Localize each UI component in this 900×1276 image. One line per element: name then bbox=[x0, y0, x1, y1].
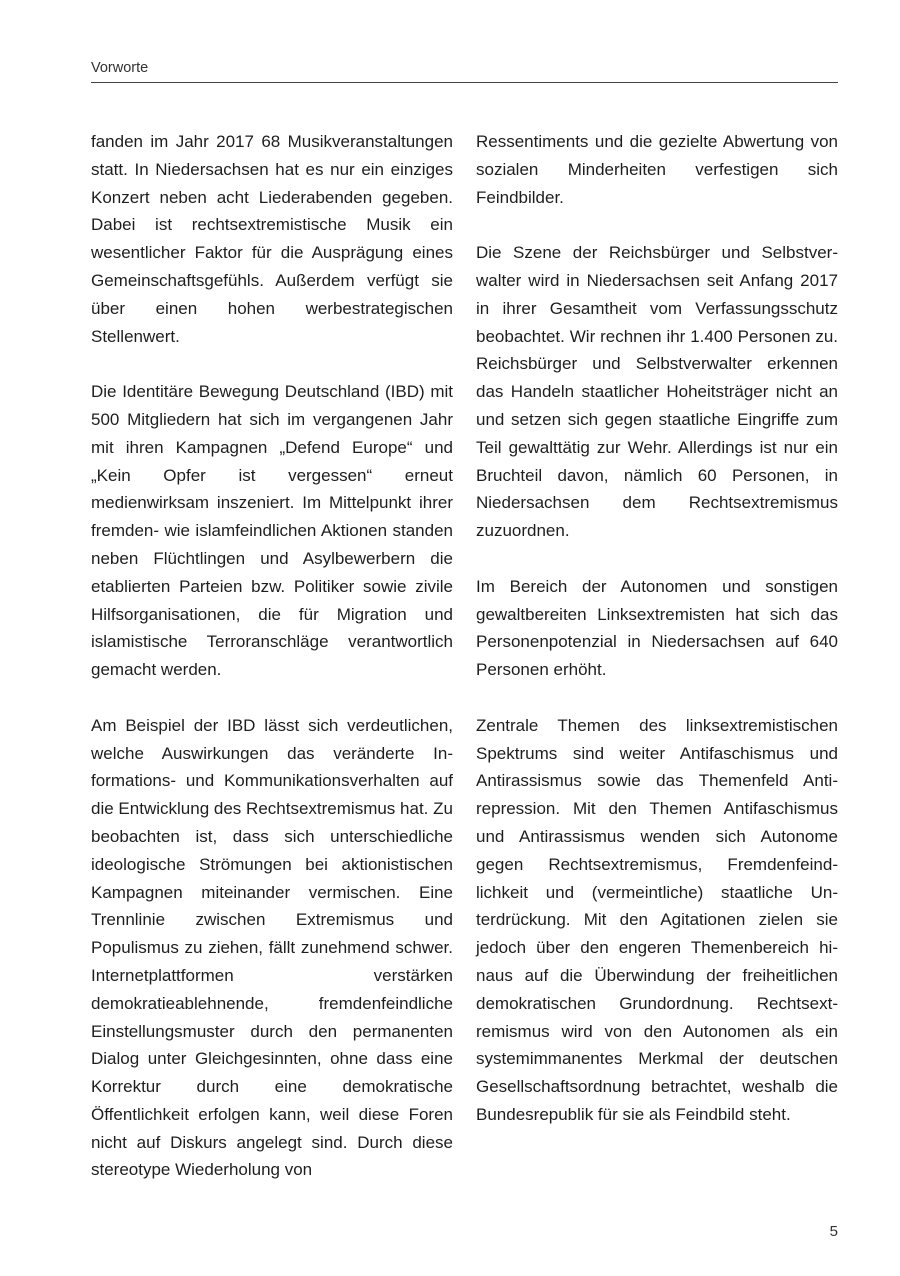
paragraph: fanden im Jahr 2017 68 Musikveranstaltungen statt. In Niedersachsen hat es nur ein einziges Konzert neben acht Liederabenden gegeben. Dabei ist rechtsextremistische Musik ein wesentlicher Faktor für die Ausprägung eines Gemeinschaftsgefühls. Außerdem verfügt sie über einen hohen werbestrategischen Stellenwert. bbox=[91, 132, 453, 346]
left-text-column bbox=[91, 128, 453, 1184]
paragraph: Die Szene der Reichsbürger und Selbstverwalter wird in Niedersachsen seit Anfang 2017 in ihrer Gesamtheit vom Verfassungsschutz beobachtet. Wir rechnen ihr 1.400 Personen zu. Reichsbürger und Selbstverwalter erkennen das Handeln staatlicher Hoheitsträger nicht an und setzen sich gegen staatliche Eingriffe zum Teil gewalttätig zur Wehr. Allerdings ist nur ein Bruchteil davon, nämlich 60 Personen, in Niedersachsen dem Rechtsextremismus zuzuordnen. bbox=[476, 243, 838, 541]
paragraph: Ressentiments und die gezielte Abwertung von sozialen Minderheiten verfestigen sich Feindbilder. bbox=[476, 132, 838, 207]
section-title: Vorworte bbox=[91, 60, 149, 76]
right-text-column bbox=[476, 128, 838, 1129]
paragraph: Im Bereich der Autonomen und sonstigen gewaltbereiten Linksextremisten hat sich das Personenpotenzial in Niedersachsen auf 640 Personen erhöht. bbox=[476, 576, 838, 680]
paragraph: Die Identitäre Bewegung Deutschland (IBD) mit 500 Mitgliedern hat sich im vergangenen Jahr mit ihren Kampagnen „Defend Europe“ und „Kein Opfer ist vergessen“ erneut medienwirksam inszeniert. Im Mittelpunkt ihrer fremden- wie islamfeindlichen Aktionen standen neben Flüchtlingen und Asylbewerbern die etablierten Parteien bzw. Politiker sowie zivile Hilfsorganisationen, die für Migration und islamistische Terroranschläge verantwortlich gemacht werden. bbox=[91, 382, 453, 680]
page-number: 5 bbox=[829, 1223, 838, 1240]
paragraph: Am Beispiel der IBD lässt sich verdeutlichen, welche Auswirkungen das veränderte Informations- und Kommunikationsverhalten auf die Entwicklung des Rechtsextremismus hat. Zu beobachten ist, dass sich unterschiedliche ideologische Strömungen bei aktionistischen Kampagnen miteinander vermischen. Eine Trennlinie zwischen Extremismus und Populismus zu ziehen, fällt zunehmend schwer. Internetplattformen verstärken demokratieablehnende, fremdenfeindliche Einstellungsmuster durch den permanenten Dialog unter Gleichgesinnten, ohne dass eine Korrektur durch eine demokratische Öffentlichkeit erfolgen kann, weil diese Foren nicht auf Diskurs angelegt sind. Durch diese stereotype Wiederholung von bbox=[91, 715, 453, 1180]
paragraph: Zentrale Themen des linksextremistischen Spektrums sind weiter Antifaschismus und Antirassismus sowie das Themenfeld Antirepression. Mit den Themen Antifaschismus und Antirassismus wenden sich Autonome gegen Rechtsextremismus, Fremdenfeindlichkeit und (vermeintliche) staatliche Unterdrückung. Mit den Agitationen zielen sie jedoch über den engeren Themenbereich hinaus auf die Überwindung der freiheitlichen demokratischen Grundordnung. Rechtsextremismus wird von den Autonomen als ein systemimmanentes Merkmal der deutschen Gesellschaftsordnung betrachtet, weshalb die Bundesrepublik für sie als Feindbild steht. bbox=[476, 715, 838, 1124]
running-header bbox=[91, 58, 838, 83]
